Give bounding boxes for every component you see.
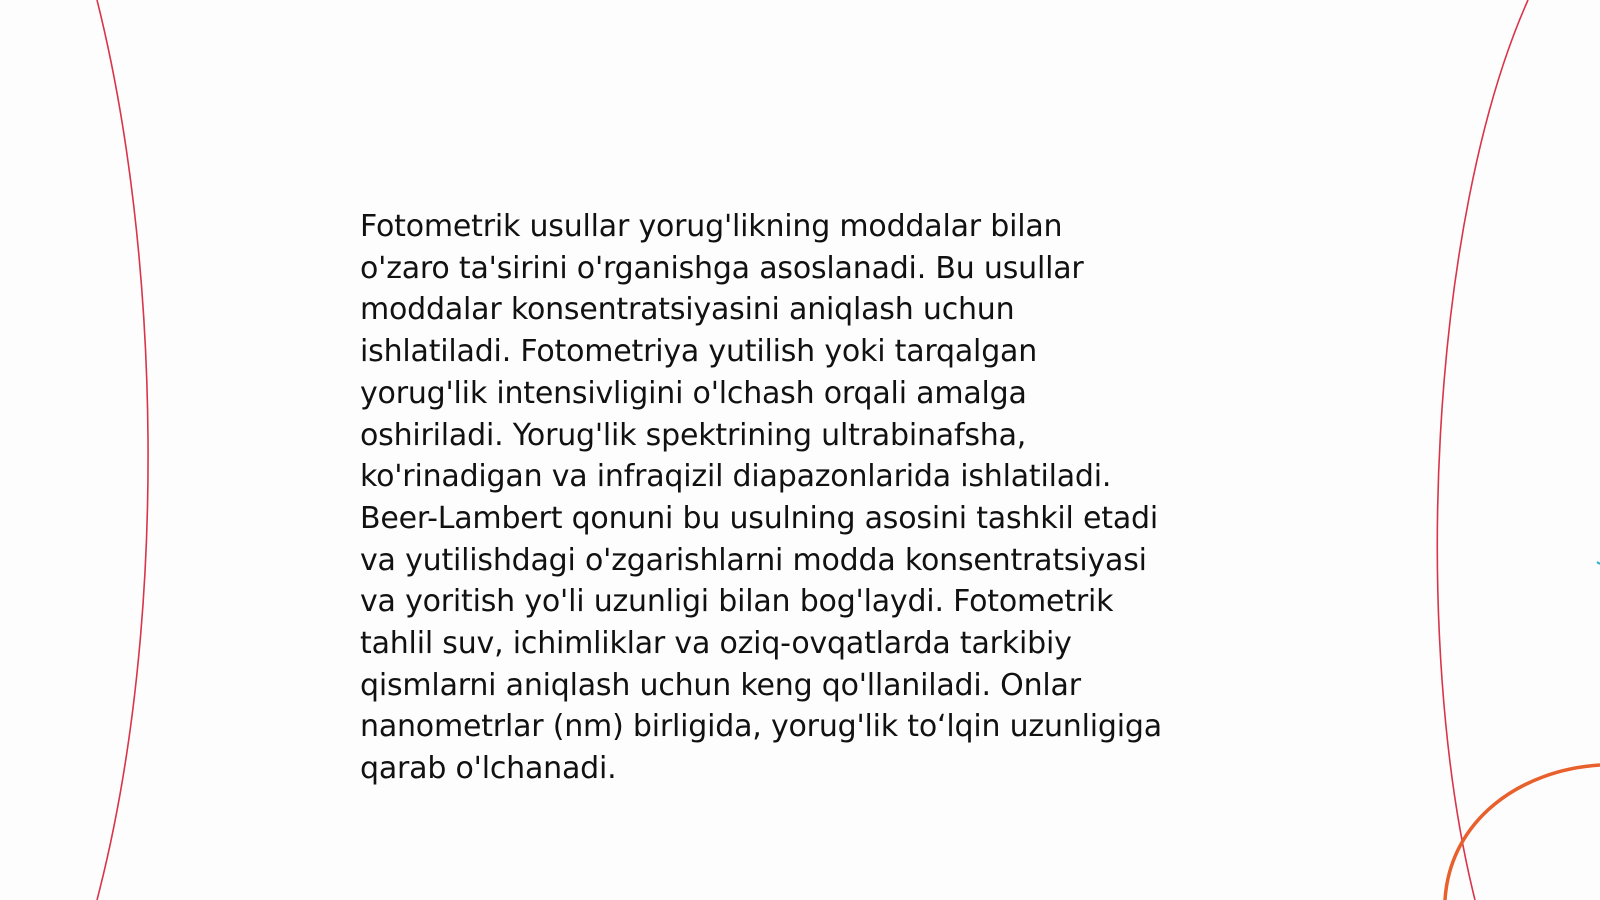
text-line: qismlarni aniqlash uchun keng qo'llaniladi. Onlar bbox=[360, 667, 1081, 703]
text-line: tahlil suv, ichimliklar va oziq-ovqatlarda tarkibiy bbox=[360, 626, 1072, 662]
orange-arc bbox=[1445, 765, 1600, 900]
text-line: qarab o'lchanadi. bbox=[360, 751, 617, 787]
text-line: Fotometrik usullar yorug'likning moddalar bilan bbox=[360, 209, 1063, 244]
right-curve-line bbox=[1437, 0, 1528, 900]
body-paragraph bbox=[360, 206, 1260, 790]
text-line: Beer-Lambert qonuni bu usulning asosini tashkil etadi bbox=[360, 500, 1158, 536]
text-line: nanometrlar (nm) birligida, yorug'lik to‘lqin uzunligiga bbox=[360, 709, 1162, 745]
text-line: yorug'lik intensivligini o'lchash orqali amalga bbox=[360, 375, 1027, 411]
text-line: ishlatiladi. Fotometriya yutilish yoki tarqalgan bbox=[360, 334, 1038, 370]
text-line: ko'rinadigan va infraqizil diapazonlarida ishlatiladi. bbox=[360, 459, 1112, 495]
text-line: moddalar konsentratsiyasini aniqlash uchun bbox=[360, 292, 1015, 328]
text-line: va yoritish yo'li uzunligi bilan bog'laydi. Fotometrik bbox=[360, 584, 1114, 620]
left-curve-line bbox=[97, 0, 148, 900]
text-line: va yutilishdagi o'zgarishlarni modda konsentratsiyasi bbox=[360, 542, 1147, 578]
text-line: oshiriladi. Yorug'lik spektrining ultrabinafsha, bbox=[360, 417, 1027, 453]
text-line: o'zaro ta'sirini o'rganishga asoslanadi. Bu usullar bbox=[360, 250, 1084, 286]
